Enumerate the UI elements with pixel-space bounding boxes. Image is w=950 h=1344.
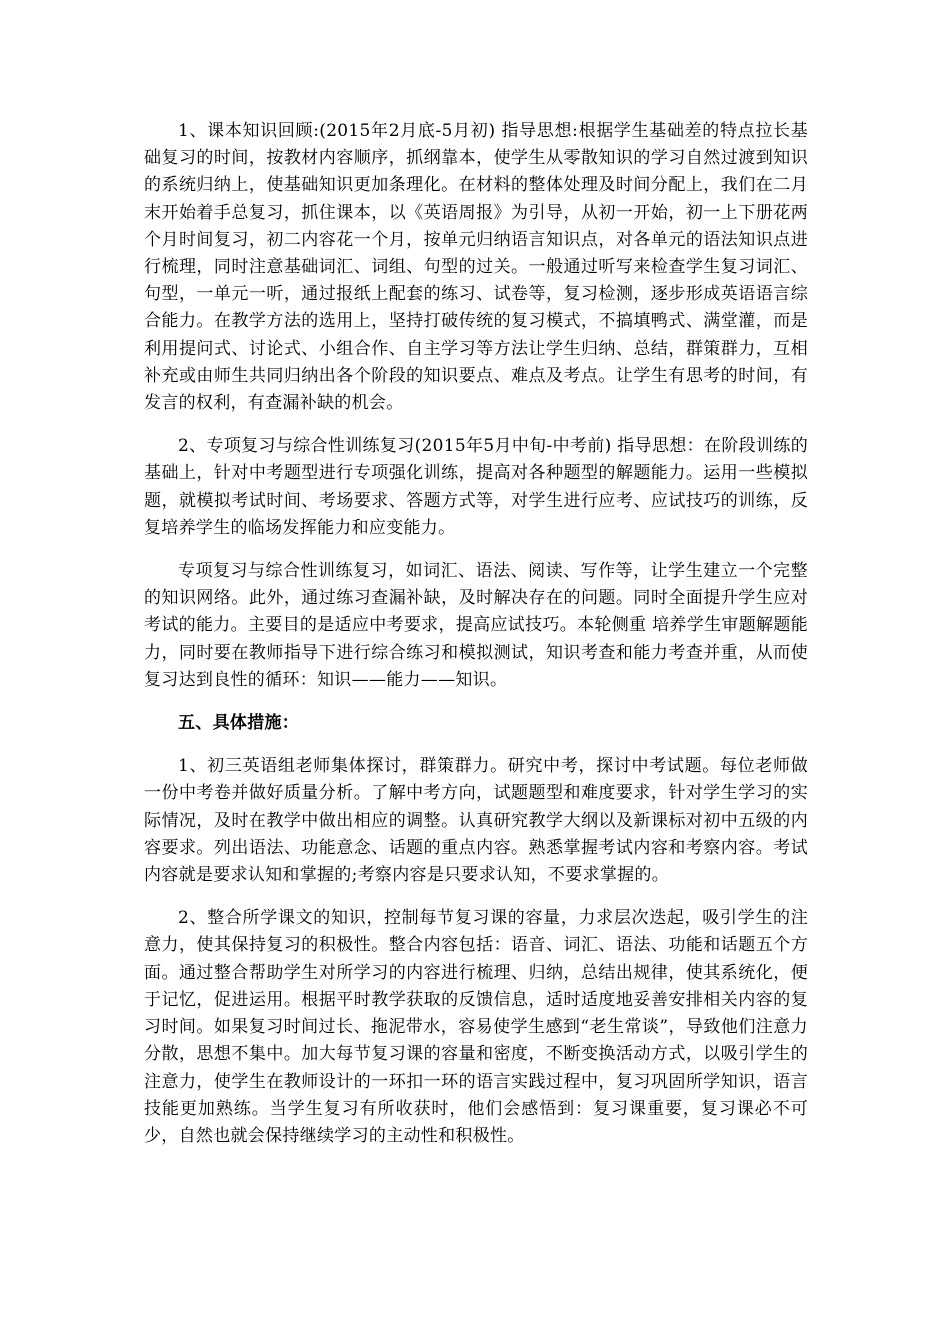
paragraph-special-review-detail: 专项复习与综合性训练复习，如词汇、语法、阅读、写作等，让学生建立一个完整的知识网络。此外，通过练习查漏补缺，及时解决存在的问题。同时全面提升学生应对考试的能力。主要目的是适应中考要求，提高应试技巧。本轮侧重 培养学生审题解题能力，同时要在教师指导下进行综合练习和模拟测试，知识考查和能力考查并重，从而使复习达到良性的循环：知识——能力——知识。 xyxy=(144,561,808,690)
paragraph-textbook-review: 1、课本知识回顾:(2015年2月底-5月初) 指导思想:根据学生基础差的特点拉长基础复习的时间，按教材内容顺序，抓纲靠本，使学生从零散知识的学习自然过渡到知识的系统归纳上，使基础知识更加条理化。在材料的整体处理及时间分配上，我们在二月末开始着手总复习，抓住课本，以《英语周报》为引导，从初一开始，初一上下册花两个月时间复习，初二内容花一个月，按单元归纳语言知识点，对各单元的语法知识点进行梳理，同时注意基础词汇、词组、句型的过关。一般通过听写来检查学生复习词汇、句型，一单元一听，通过报纸上配套的练习、试卷等，复习检测，逐步形成英语语言综合能力。在教学方法的选用上，坚持打破传统的复习模式，不搞填鸭式、满堂灌，而是利用提问式、讨论式、小组合作、自主学习等方法让学生归纳、总结，群策群力，互相补充或由师生共同归纳出各个阶段的知识要点、难点及考点。让学生有思考的时间，有发言的权利，有查漏补缺的机会。 xyxy=(144,121,808,414)
paragraph-special-review: 2、专项复习与综合性训练复习(2015年5月中旬-中考前) 指导思想：在阶段训练的基础上，针对中考题型进行专项强化训练，提高对各种题型的解题能力。运用一些模拟题，就模拟考试时间、考场要求、答题方式等，对学生进行应考、应试技巧的训练，反复培养学生的临场发挥能力和应变能力。 xyxy=(144,436,808,538)
section-heading: 五、具体措施： xyxy=(178,713,300,734)
paragraph-measure-1: 1、初三英语组老师集体探讨，群策群力。研究中考，探讨中考试题。每位老师做一份中考卷并做好质量分析。了解中考方向，试题题型和难度要求，针对学生学习的实际情况，及时在教学中做出相应的调整。认真研究教学大纲以及新课标对初中五级的内容要求。列出语法、功能意念、话题的重点内容。熟悉掌握考试内容和考察内容。考试内容就是要求认知和掌握的;考察内容是只要求认知，不要求掌握的。 xyxy=(144,756,808,886)
paragraph-measure-2: 2、整合所学课文的知识，控制每节复习课的容量，力求层次迭起，吸引学生的注意力，使其保持复习的积极性。整合内容包括：语音、词汇、语法、功能和话题五个方面。通过整合帮助学生对所学习的内容进行梳理、归纳，总结出规律，使其系统化，便于记忆，促进运用。根据平时教学获取的反馈信息，适时适度地妥善安排相关内容的复习时间。如果复习时间过长、拖泥带水，容易使学生感到“老生常谈”，导致他们注意力分散，思想不集中。加大每节复习课的容量和密度，不断变换活动方式，以吸引学生的注意力，使学生在教师设计的一环扣一环的语言实践过程中，复习巩固所学知识，语言技能更加熟练。当学生复习有所收获时，他们会感悟到：复习课重要，复习课必不可少，自然也就会保持继续学习的主动性和积极性。 xyxy=(144,908,808,1146)
document-page xyxy=(144,118,808,1166)
